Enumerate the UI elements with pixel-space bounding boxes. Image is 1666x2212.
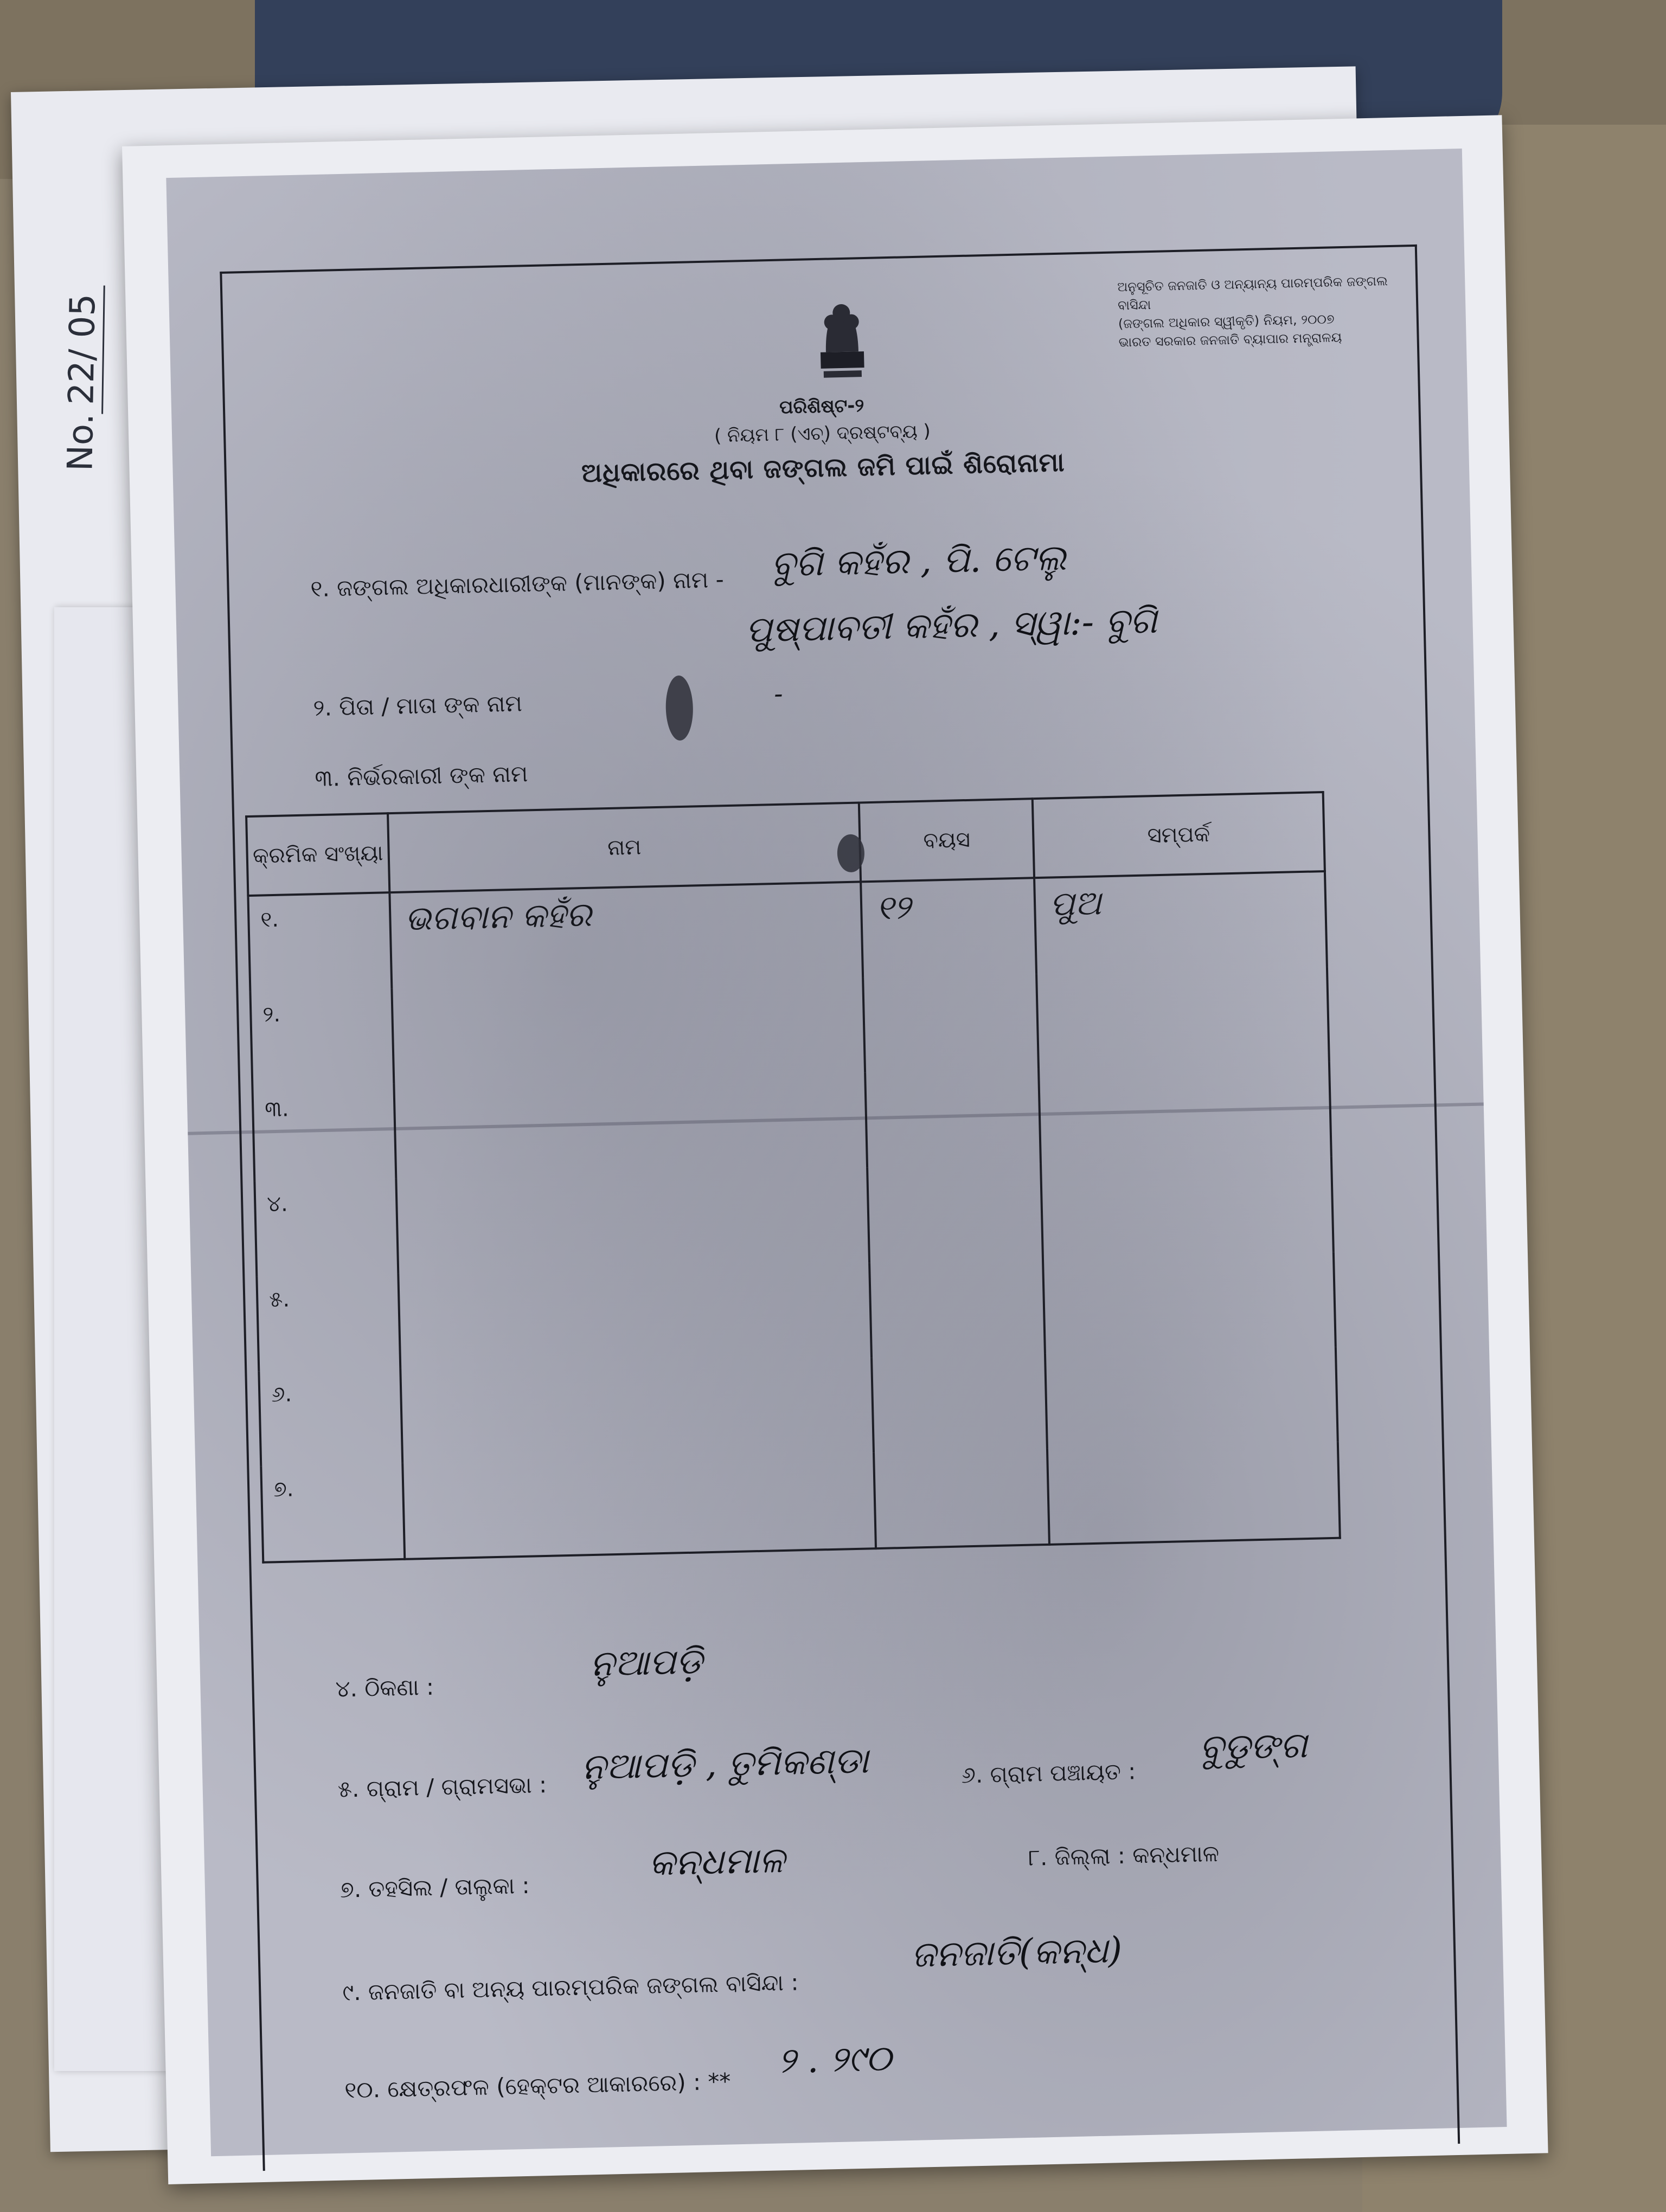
col-age: ବୟସ: [859, 799, 1034, 882]
holder-name-label: ୧. ଜଙ୍ଗଲ ଅଧିକାରଧାରୀଙ୍କ (ମାନଙ୍କ) ନାମ -: [310, 566, 725, 602]
row-serial: ୧.: [248, 892, 392, 992]
title-document: [122, 115, 1548, 2184]
holder-name-value: ବୁଗି କହଁର , ପି. ଟେଲୁ: [770, 536, 1067, 586]
case-number: [60, 285, 103, 471]
row-serial: ୬.: [259, 1368, 402, 1467]
tehsil-value: କନ୍ଧମାଳ: [648, 1839, 785, 1884]
row-name: [394, 1073, 867, 1179]
row-serial: ୨.: [250, 988, 394, 1086]
row-age: [867, 1163, 1043, 1262]
address-value: ନୁଆପଡ଼ି: [589, 1640, 703, 1685]
row-name: [398, 1263, 872, 1368]
row-relation: [1047, 1442, 1340, 1545]
panchayat-value: ବୁଡୁଙ୍ଗ: [1199, 1724, 1308, 1769]
area-label: ୧୦. କ୍ଷେତ୍ରଫଳ (ହେକ୍ଟର ଆକାରରେ) : **: [344, 2068, 732, 2104]
row-relation: [1041, 1157, 1334, 1258]
row-relation: [1036, 967, 1329, 1069]
row-age: [874, 1449, 1049, 1548]
row-name: [396, 1168, 869, 1274]
dependents-label: ୩. ନିର୍ଭରକାରୀ ଙ୍କ ନାମ: [314, 760, 528, 792]
document-title: ଅଧିକାରରେ ଥିବା ଜଙ୍ଗଲ ଜମି ପାଇଁ ଶିରୋନାମା: [581, 447, 1066, 488]
village-label: ୫. ଗ୍ରାମ / ଗ୍ରାମସଭା :: [337, 1771, 547, 1803]
parent-name-label: ୨. ପିତା / ମାତା ଙ୍କ ନାମ: [313, 690, 523, 722]
holder-name-value-2: ପୁଷ୍ପାବତୀ କହଁର , ସ୍ୱା:- ବୁଗି: [745, 599, 1158, 651]
row-age: [863, 974, 1039, 1072]
dependents-table: [245, 791, 1341, 1564]
case-number-value: 22/ 05: [61, 285, 105, 414]
ink-blot: [665, 675, 694, 741]
row-age: [865, 1069, 1041, 1167]
row-serial: ୫.: [257, 1274, 400, 1372]
statute-line: (ଜଙ୍ଗଲ ଅଧିକାର ସ୍ୱୀକୃତି) ନିୟମ, ୨୦୦୭: [1118, 311, 1335, 332]
tribe-label: ୯. ଜନଜାତି ବା ଅନ୍ୟ ପାରମ୍ପରିକ ଜଙ୍ଗଲ ବାସିନ୍ଦା :: [342, 1969, 799, 2006]
col-relation: ସମ୍ପର୍କ: [1033, 792, 1325, 878]
rule-reference: ( ନିୟମ ୮ (ଏଚ୍) ଦ୍ରଷ୍ଟବ୍ୟ ): [714, 420, 931, 447]
address-label: ୪. ଠିକଣା :: [335, 1673, 434, 1702]
row-name: ଭଗବାନ କହଁର: [389, 882, 863, 988]
form-border: [220, 245, 1460, 2171]
row-serial: ୩.: [252, 1083, 396, 1181]
row-relation: [1045, 1347, 1338, 1448]
photocopy-area: [166, 149, 1507, 2156]
row-serial: ୭.: [261, 1463, 405, 1562]
row-age: ୧୨: [861, 878, 1036, 978]
col-serial: କ୍ରମିକ ସଂଖ୍ୟା: [246, 813, 389, 896]
annexure-label: ପରିଶିଷ୍ଟ-୨: [779, 395, 864, 419]
row-name: [400, 1358, 874, 1463]
row-age: [872, 1354, 1047, 1452]
tehsil-label: ୭. ତହସିଲ / ତାଲୁକା :: [339, 1872, 530, 1903]
row-name: [402, 1452, 876, 1559]
row-relation: [1039, 1062, 1331, 1163]
area-value: ୨ . ୨୯୦: [777, 2037, 892, 2082]
statute-line: ଅନୁସୂଚିତ ଜନଜାତି ଓ ଅନ୍ୟାନ୍ୟ ପାରମ୍ପରିକ ଜଙ୍ଗଲ ବାସିନ୍ଦା: [1117, 273, 1388, 313]
case-number-label: No.: [60, 413, 102, 472]
statute-reference: [1117, 272, 1401, 352]
parent-name-value: -: [773, 678, 784, 709]
panchayat-label: ୬. ଗ୍ରାମ ପଞ୍ଚାୟତ :: [960, 1758, 1136, 1789]
row-age: [869, 1259, 1045, 1358]
village-value: ନୁଆପଡ଼ି , ତୁମିକଣ୍ଡା: [581, 1739, 869, 1788]
statute-line: ଭାରତ ସରକାର ଜନଜାତି ବ୍ୟାପାର ମନ୍ତ୍ରାଳୟ: [1118, 330, 1342, 350]
row-serial: ୪.: [254, 1178, 398, 1276]
tribe-value: ଜନଜାତି(କନ୍ଧ): [911, 1929, 1123, 1976]
district-label: ୮. ଜିଲ୍ଲା : କନ୍ଧମାଳ: [1028, 1840, 1220, 1871]
row-relation: [1043, 1252, 1336, 1353]
row-relation: ପୁଅ: [1034, 871, 1327, 974]
national-emblem-icon: [808, 292, 875, 385]
col-name: ନାମ: [388, 802, 861, 892]
row-name: [392, 978, 865, 1084]
